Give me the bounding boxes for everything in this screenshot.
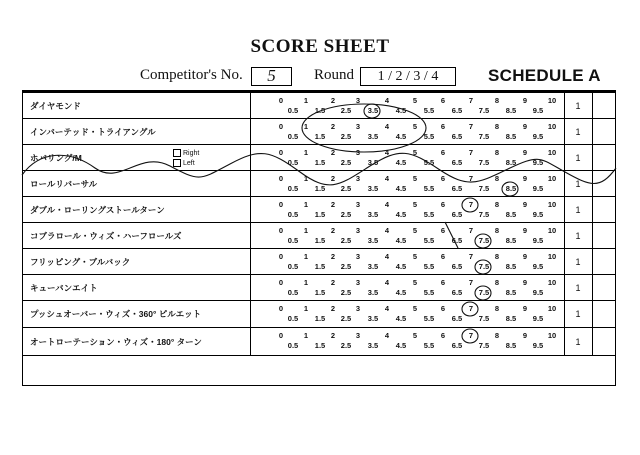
total-cell[interactable]: [592, 119, 615, 144]
score-option[interactable]: 7: [468, 278, 474, 287]
score-option[interactable]: 7: [468, 174, 474, 183]
score-option[interactable]: 3.5: [367, 132, 379, 141]
score-option[interactable]: 7.5: [478, 341, 490, 350]
score-table: [22, 93, 616, 386]
maneuver-row: [23, 275, 615, 301]
score-option[interactable]: 7: [468, 304, 474, 313]
score-option[interactable]: 2.5: [340, 341, 352, 350]
score-option[interactable]: 10: [547, 331, 557, 340]
score-option[interactable]: 4: [384, 122, 390, 131]
score-option[interactable]: 1.5: [314, 236, 326, 245]
maneuver-row: [23, 223, 615, 249]
score-scale: [251, 171, 565, 196]
score-option[interactable]: 0.5: [287, 236, 299, 245]
score-option[interactable]: 6.5: [451, 288, 463, 297]
score-option[interactable]: 2.5: [340, 288, 352, 297]
score-option[interactable]: 3.5: [367, 184, 379, 193]
score-option[interactable]: 4.5: [395, 106, 407, 115]
score-option[interactable]: 9.5: [532, 184, 544, 193]
score-option[interactable]: 1: [303, 331, 309, 340]
score-option[interactable]: 4.5: [395, 288, 407, 297]
score-option[interactable]: 7: [468, 148, 474, 157]
score-option[interactable]: 2.5: [340, 314, 352, 323]
score-option[interactable]: 2: [330, 304, 336, 313]
score-scale: [251, 275, 565, 300]
score-option[interactable]: 5: [412, 148, 418, 157]
score-option[interactable]: 3.5: [367, 236, 379, 245]
score-option[interactable]: 4.5: [395, 314, 407, 323]
score-option[interactable]: 0: [278, 226, 284, 235]
coefficient-cell: 1: [564, 119, 593, 144]
score-option[interactable]: 5.5: [423, 288, 435, 297]
score-option[interactable]: 10: [547, 148, 557, 157]
maneuver-row: [23, 145, 615, 171]
score-option[interactable]: 8.5: [505, 262, 517, 271]
score-option[interactable]: 5: [412, 226, 418, 235]
score-option[interactable]: 9: [522, 148, 528, 157]
score-option[interactable]: 8.5: [505, 341, 517, 350]
score-option[interactable]: 6: [440, 148, 446, 157]
score-option[interactable]: 9: [522, 226, 528, 235]
score-option[interactable]: 6.5: [451, 184, 463, 193]
score-option[interactable]: 1: [303, 252, 309, 261]
score-option[interactable]: 9.5: [532, 158, 544, 167]
total-cell[interactable]: [592, 145, 615, 170]
score-option[interactable]: 0.5: [287, 184, 299, 193]
score-option[interactable]: 7.5: [478, 236, 490, 245]
score-option[interactable]: 4.5: [395, 210, 407, 219]
score-option[interactable]: 8: [494, 304, 500, 313]
score-option[interactable]: 5: [412, 174, 418, 183]
score-option[interactable]: 3.5: [367, 314, 379, 323]
score-option[interactable]: 1.5: [314, 184, 326, 193]
score-option[interactable]: 7.5: [478, 106, 490, 115]
schedule-label: SCHEDULE A: [488, 66, 601, 85]
score-option[interactable]: 5: [412, 200, 418, 209]
score-option[interactable]: 7.5: [478, 262, 490, 271]
score-option[interactable]: 5.5: [423, 210, 435, 219]
score-option[interactable]: 5.5: [423, 132, 435, 141]
maneuver-name: ホバリング/M: [23, 145, 251, 170]
score-option[interactable]: 10: [547, 174, 557, 183]
score-option[interactable]: 6.5: [451, 210, 463, 219]
score-option[interactable]: 7: [468, 200, 474, 209]
maneuver-name: オートローテーション・ウィズ・180° ターン: [23, 328, 251, 355]
score-option[interactable]: 4.5: [395, 341, 407, 350]
score-option[interactable]: 5: [412, 278, 418, 287]
score-option[interactable]: 4: [384, 174, 390, 183]
score-option[interactable]: 4: [384, 200, 390, 209]
coefficient-cell: 1: [564, 249, 593, 274]
score-option[interactable]: 0: [278, 304, 284, 313]
score-option[interactable]: 9.5: [532, 314, 544, 323]
score-option[interactable]: 0: [278, 278, 284, 287]
score-option[interactable]: 8.5: [505, 158, 517, 167]
score-option[interactable]: 5.5: [423, 158, 435, 167]
score-option[interactable]: 5.5: [423, 262, 435, 271]
score-option[interactable]: 0: [278, 200, 284, 209]
total-cell[interactable]: [592, 275, 615, 300]
coefficient-cell: 1: [564, 275, 593, 300]
score-option[interactable]: 4: [384, 278, 390, 287]
score-option[interactable]: 0.5: [287, 314, 299, 323]
competitor-label: Competitor's No.: [140, 67, 243, 83]
score-option[interactable]: 9.5: [532, 288, 544, 297]
score-option[interactable]: 4: [384, 226, 390, 235]
score-option[interactable]: 6.5: [451, 158, 463, 167]
score-option[interactable]: 0: [278, 331, 284, 340]
score-scale: [251, 223, 565, 248]
score-scale: [251, 93, 565, 118]
total-cell[interactable]: [592, 171, 615, 196]
maneuver-name: キューバンエイト: [23, 275, 251, 300]
score-option[interactable]: 4.5: [395, 132, 407, 141]
score-option[interactable]: 10: [547, 304, 557, 313]
score-option[interactable]: 7.5: [478, 288, 490, 297]
score-option[interactable]: 7.5: [478, 132, 490, 141]
maneuver-name: インバーテッド・トライアングル: [23, 119, 251, 144]
coefficient-cell: 1: [564, 171, 593, 196]
score-scale: [251, 119, 565, 144]
score-option[interactable]: 0: [278, 148, 284, 157]
maneuver-row: [23, 119, 615, 145]
score-option[interactable]: 1.5: [314, 314, 326, 323]
direction-left-label: Left: [183, 160, 195, 167]
score-option[interactable]: 2.5: [340, 132, 352, 141]
score-option[interactable]: 4: [384, 252, 390, 261]
score-option[interactable]: 5.5: [423, 341, 435, 350]
score-option[interactable]: 1: [303, 304, 309, 313]
score-option[interactable]: 0.5: [287, 106, 299, 115]
coefficient-cell: 1: [564, 301, 593, 327]
total-cell[interactable]: [592, 328, 615, 355]
score-option[interactable]: 0.5: [287, 158, 299, 167]
score-option[interactable]: 3: [355, 174, 361, 183]
score-option[interactable]: 1.5: [314, 341, 326, 350]
score-option[interactable]: 6: [440, 278, 446, 287]
score-option[interactable]: 10: [547, 278, 557, 287]
score-option[interactable]: 8.5: [505, 314, 517, 323]
score-option[interactable]: 3: [355, 331, 361, 340]
score-option[interactable]: 6.5: [451, 341, 463, 350]
score-option[interactable]: 8: [494, 278, 500, 287]
score-option[interactable]: 5: [412, 252, 418, 261]
score-option[interactable]: 7.5: [478, 314, 490, 323]
score-option[interactable]: 8: [494, 122, 500, 131]
score-option[interactable]: 1.5: [314, 106, 326, 115]
score-option[interactable]: 1.5: [314, 158, 326, 167]
score-option[interactable]: 2.5: [340, 158, 352, 167]
direction-left-option[interactable]: [173, 159, 199, 169]
score-option[interactable]: 8: [494, 226, 500, 235]
score-option[interactable]: 8.5: [505, 184, 517, 193]
score-option[interactable]: 6: [440, 226, 446, 235]
score-option[interactable]: 6: [440, 304, 446, 313]
score-option[interactable]: 1: [303, 148, 309, 157]
score-option[interactable]: 7: [468, 252, 474, 261]
score-option[interactable]: 1.5: [314, 262, 326, 271]
score-option[interactable]: 8.5: [505, 210, 517, 219]
round-selector[interactable]: 1 / 2 / 3 / 4: [360, 67, 456, 86]
score-option[interactable]: 1: [303, 278, 309, 287]
maneuver-name: プッシュオーバー・ウィズ・360° ピルエット: [23, 301, 251, 327]
score-option[interactable]: 0.5: [287, 288, 299, 297]
score-option[interactable]: 2.5: [340, 106, 352, 115]
score-option[interactable]: 1: [303, 174, 309, 183]
score-option[interactable]: 9.5: [532, 132, 544, 141]
score-option[interactable]: 0: [278, 174, 284, 183]
score-option[interactable]: 6: [440, 122, 446, 131]
maneuver-row: [23, 93, 615, 119]
score-option[interactable]: 6: [440, 200, 446, 209]
score-option[interactable]: 5: [412, 331, 418, 340]
score-option[interactable]: 6: [440, 174, 446, 183]
score-option[interactable]: 4: [384, 304, 390, 313]
score-option[interactable]: 1.5: [314, 210, 326, 219]
score-option[interactable]: 5: [412, 122, 418, 131]
maneuver-name: ロールリバーサル: [23, 171, 251, 196]
score-option[interactable]: 9: [522, 96, 528, 105]
score-option[interactable]: 7: [468, 96, 474, 105]
score-option[interactable]: 3.5: [367, 210, 379, 219]
score-option[interactable]: 2: [330, 122, 336, 131]
score-option[interactable]: 5.5: [423, 106, 435, 115]
coefficient-cell: 1: [564, 93, 593, 118]
score-option[interactable]: 9: [522, 252, 528, 261]
score-option[interactable]: 8: [494, 252, 500, 261]
score-option[interactable]: 7: [468, 122, 474, 131]
score-option[interactable]: 6.5: [451, 106, 463, 115]
score-option[interactable]: 10: [547, 252, 557, 261]
score-option[interactable]: 10: [547, 122, 557, 131]
competitor-number-box[interactable]: [251, 67, 292, 86]
score-option[interactable]: 6.5: [451, 314, 463, 323]
maneuver-row: [23, 301, 615, 328]
score-option[interactable]: 8.5: [505, 106, 517, 115]
score-scale: [251, 328, 565, 355]
maneuver-name: ダブル・ローリングストールターン: [23, 197, 251, 222]
maneuver-name: ダイヤモンド: [23, 93, 251, 118]
checkbox-icon[interactable]: [173, 149, 181, 157]
score-scale: [251, 145, 565, 170]
score-option[interactable]: 4.5: [395, 236, 407, 245]
score-option[interactable]: 6: [440, 252, 446, 261]
coefficient-cell: 1: [564, 223, 593, 248]
score-option[interactable]: 7: [468, 226, 474, 235]
score-option[interactable]: 9: [522, 122, 528, 131]
score-option[interactable]: 2: [330, 96, 336, 105]
score-option[interactable]: 7.5: [478, 158, 490, 167]
score-option[interactable]: 4.5: [395, 262, 407, 271]
score-option[interactable]: 9: [522, 174, 528, 183]
score-option[interactable]: 1: [303, 96, 309, 105]
score-option[interactable]: 8.5: [505, 132, 517, 141]
score-option[interactable]: 3.5: [367, 262, 379, 271]
score-option[interactable]: 9.5: [532, 262, 544, 271]
page-title: SCORE SHEET: [250, 36, 390, 57]
total-cell[interactable]: [592, 93, 615, 118]
direction-options: [173, 149, 199, 169]
score-option[interactable]: 5: [412, 96, 418, 105]
score-option[interactable]: 9.5: [532, 341, 544, 350]
score-option[interactable]: 1.5: [314, 288, 326, 297]
checkbox-icon[interactable]: [173, 159, 181, 167]
score-option[interactable]: 4.5: [395, 158, 407, 167]
score-option[interactable]: 6.5: [451, 262, 463, 271]
score-option[interactable]: 6.5: [451, 132, 463, 141]
score-option[interactable]: 3: [355, 226, 361, 235]
score-option[interactable]: 2: [330, 226, 336, 235]
direction-right-label: Right: [183, 150, 200, 157]
score-option[interactable]: 1: [303, 122, 309, 131]
score-option[interactable]: 8: [494, 174, 500, 183]
score-option[interactable]: 1.5: [314, 132, 326, 141]
total-cell[interactable]: [592, 197, 615, 222]
score-option[interactable]: 5.5: [423, 184, 435, 193]
score-option[interactable]: 5.5: [423, 314, 435, 323]
score-option[interactable]: 9: [522, 304, 528, 313]
score-option[interactable]: 2: [330, 148, 336, 157]
score-option[interactable]: 10: [547, 96, 557, 105]
maneuver-name: フリッピング・ブルバック: [23, 249, 251, 274]
score-option[interactable]: 2.5: [340, 210, 352, 219]
score-scale: [251, 249, 565, 274]
score-option[interactable]: 1: [303, 226, 309, 235]
score-option[interactable]: 7.5: [478, 210, 490, 219]
score-option[interactable]: 0.5: [287, 341, 299, 350]
score-option[interactable]: 9: [522, 278, 528, 287]
score-option[interactable]: 8.5: [505, 236, 517, 245]
score-option[interactable]: 3.5: [367, 106, 379, 115]
score-option[interactable]: 2: [330, 174, 336, 183]
total-cell[interactable]: [592, 301, 615, 327]
score-option[interactable]: 7.5: [478, 184, 490, 193]
competitor-number-value: 5: [267, 66, 276, 85]
coefficient-cell: 1: [564, 197, 593, 222]
score-option[interactable]: 1: [303, 200, 309, 209]
score-option[interactable]: 0: [278, 252, 284, 261]
maneuver-row: [23, 249, 615, 275]
round-label: Round: [314, 67, 355, 83]
score-option[interactable]: 8.5: [505, 288, 517, 297]
score-option[interactable]: 0.5: [287, 132, 299, 141]
score-option[interactable]: 0.5: [287, 210, 299, 219]
direction-right-option[interactable]: [173, 149, 199, 159]
score-option[interactable]: 9.5: [532, 236, 544, 245]
score-option[interactable]: 3: [355, 96, 361, 105]
total-cell[interactable]: [592, 249, 615, 274]
score-option[interactable]: 2: [330, 200, 336, 209]
score-option[interactable]: 3.5: [367, 158, 379, 167]
score-option[interactable]: 9.5: [532, 210, 544, 219]
score-option[interactable]: 2: [330, 252, 336, 261]
score-option[interactable]: 5: [412, 304, 418, 313]
score-option[interactable]: 3.5: [367, 288, 379, 297]
score-option[interactable]: 7: [468, 331, 474, 340]
score-scale: [251, 301, 565, 327]
score-option[interactable]: 9: [522, 331, 528, 340]
score-option[interactable]: 6: [440, 96, 446, 105]
maneuver-row: [23, 328, 615, 356]
score-option[interactable]: 3: [355, 200, 361, 209]
coefficient-cell: 1: [564, 328, 593, 355]
score-option[interactable]: 9: [522, 200, 528, 209]
score-option[interactable]: 2: [330, 278, 336, 287]
score-option[interactable]: 10: [547, 200, 557, 209]
maneuver-row: [23, 171, 615, 197]
score-option[interactable]: 0.5: [287, 262, 299, 271]
score-option[interactable]: 5.5: [423, 236, 435, 245]
score-option[interactable]: 3.5: [367, 341, 379, 350]
total-cell[interactable]: [592, 223, 615, 248]
score-option[interactable]: 4.5: [395, 184, 407, 193]
score-option[interactable]: 2.5: [340, 236, 352, 245]
score-option[interactable]: 3: [355, 304, 361, 313]
score-option[interactable]: 9.5: [532, 106, 544, 115]
score-option[interactable]: 6.5: [451, 236, 463, 245]
score-option[interactable]: 2.5: [340, 262, 352, 271]
score-option[interactable]: 2.5: [340, 184, 352, 193]
score-option[interactable]: 8: [494, 96, 500, 105]
score-option[interactable]: 4: [384, 96, 390, 105]
score-scale: [251, 197, 565, 222]
score-option[interactable]: 4: [384, 148, 390, 157]
score-option[interactable]: 3: [355, 148, 361, 157]
score-option[interactable]: 0: [278, 122, 284, 131]
score-option[interactable]: 3: [355, 252, 361, 261]
score-option[interactable]: 3: [355, 278, 361, 287]
coefficient-cell: 1: [564, 145, 593, 170]
maneuver-name: コブラロール・ウィズ・ハーフロールズ: [23, 223, 251, 248]
score-option[interactable]: 8: [494, 331, 500, 340]
score-option[interactable]: 0: [278, 96, 284, 105]
score-option[interactable]: 4: [384, 331, 390, 340]
score-option[interactable]: 8: [494, 200, 500, 209]
score-option[interactable]: 8: [494, 148, 500, 157]
score-option[interactable]: 10: [547, 226, 557, 235]
score-option[interactable]: 3: [355, 122, 361, 131]
maneuver-row: [23, 197, 615, 223]
score-option[interactable]: 2: [330, 331, 336, 340]
score-option[interactable]: 6: [440, 331, 446, 340]
